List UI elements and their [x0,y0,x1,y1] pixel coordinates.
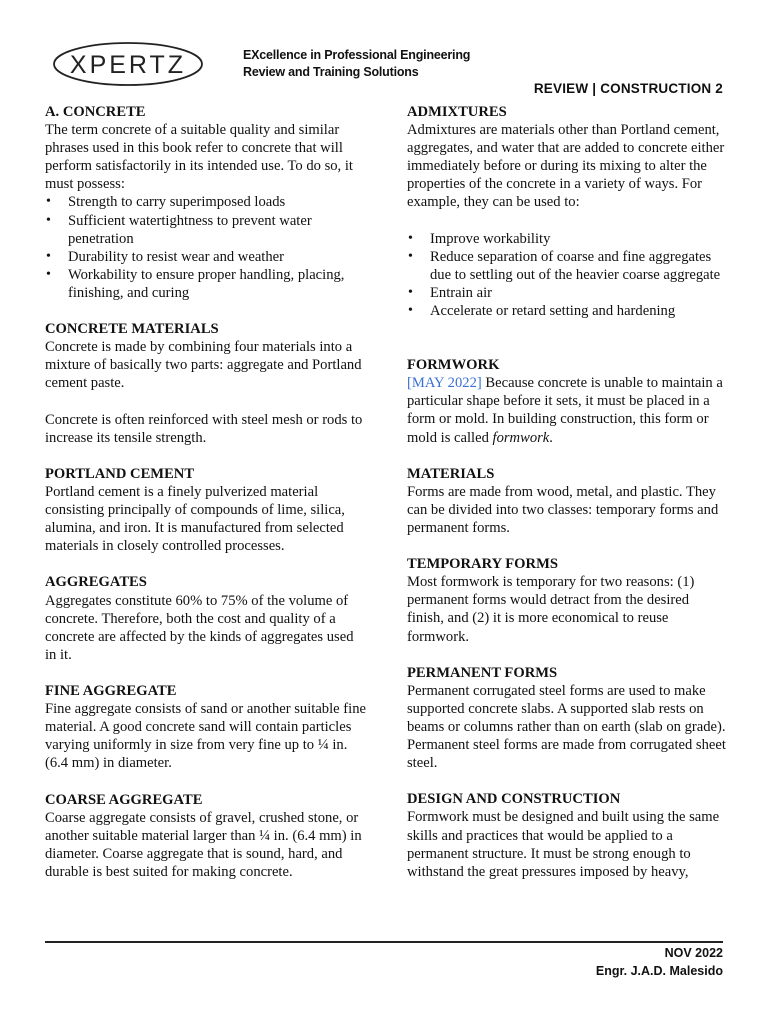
footer-divider [45,941,723,943]
list-item: • Workability to ensure proper handling, placing, finishing, and curing [45,266,368,302]
fine-aggregate-heading: FINE AGGREGATE [45,683,177,699]
list-item: • Strength to carry superimposed loads [45,193,368,211]
footer-date: NOV 2022 [664,946,723,960]
temporary-forms-paragraph: Most formwork is temporary for two reasons: (1) permanent forms would detract from the desired finish, and (2) it is more economical to reuse formwork. [407,574,695,645]
formwork-paragraph: [MAY 2022] Because concrete is unable to maintain a particular shape before it sets, it must be placed in a form or mold. In building construction, this form or mold is called formwork. [407,375,723,446]
admixtures-paragraph: Admixtures are materials other than Portland cement, aggregates, and water that are added to concrete either immediately before or during its mixing to alter the properties of the concrete in a variety of ways. For example, they can be used to: [407,122,725,211]
organization-name [243,47,470,81]
materials-paragraph: Forms are made from wood, metal, and plastic. They can be divided into two classes: temporary forms and permanent forms. [407,483,719,536]
design-construction-heading: DESIGN AND CONSTRUCTION [407,791,621,808]
exam-tag: [MAY 2022] [407,375,482,392]
permanent-forms-heading: PERMANENT FORMS [407,664,558,681]
list-item: • Reduce separation of coarse and fine aggregates due to settling out of the heavier coarse aggregate [407,248,727,284]
aggregates-paragraph: Aggregates constitute 60% to 75% of the volume of concrete. Therefore, both the cost and quality of a concrete are affected by the kinds of aggregates used in it. [45,592,354,663]
coarse-aggregate-heading: COARSE AGGREGATE [45,791,203,808]
xpertz-logo [52,40,204,88]
admixtures-uses-list [407,230,727,320]
design-construction-paragraph: Formwork must be designed and built using the same skills and practices that would be applied to a permanent structure. It must be strong enough to withstand the great pressures imposed by heavy, [407,809,720,880]
portland-cement-heading: PORTLAND CEMENT [45,465,195,482]
coarse-aggregate-paragraph: Coarse aggregate consists of gravel, crushed stone, or another suitable material larger than ¼ in. (6.4 mm) in diameter. Coarse aggregate that is sound, hard, and durable is best suited for making concrete. [45,809,362,880]
list-item: • Accelerate or retard setting and hardening [407,302,727,320]
left-column [45,103,368,881]
list-item: • Sufficient watertightness to prevent water penetration [45,212,368,248]
portland-cement-paragraph: Portland cement is a finely pulverized material consisting principally of compounds of lime, silica, alumina, and iron. It is manufactured from selected materials in closely controlled processes. [45,483,345,555]
temporary-forms-heading: TEMPORARY FORMS [407,556,558,573]
admixtures-heading: ADMIXTURES [407,104,507,120]
fine-aggregate-paragraph: Fine aggregate consists of sand or another suitable fine material. A good concrete sand will contain particles varying uniformly in size from very fine up to ¼ in. (6.4 mm) in diameter. [45,701,366,772]
list-item: • Improve workability [407,230,727,248]
concrete-intro: The term concrete of a suitable quality and similar phrases used in this book refer to concrete that will perform satisfactorily in its intended use. To do so, it must possess: [45,122,353,193]
org-line-2: Review and Training Solutions [243,65,419,79]
logo-text: XPERTZ [69,51,187,79]
aggregates-heading: AGGREGATES [45,574,147,591]
list-item: • Entrain air [407,284,727,302]
formwork-term: formwork [492,429,550,446]
concrete-requirements-list [45,193,368,302]
concrete-materials-heading: CONCRETE MATERIALS [45,321,219,338]
org-line-1: EXcellence in Professional Engineering [243,48,471,62]
concrete-materials-paragraph-2: Concrete is often reinforced with steel mesh or rods to increase its tensile strength. [45,411,363,446]
concrete-heading: A. CONCRETE [45,104,146,120]
right-column [407,103,727,881]
concrete-materials-paragraph-1: Concrete is made by combining four materials into a mixture of basically two parts: aggregate and Portland cement paste. [45,339,362,392]
review-label: REVIEW | CONSTRUCTION 2 [533,81,723,96]
permanent-forms-paragraph: Permanent corrugated steel forms are used to make supported concrete slabs. A supported slab rests on beams or columns rather than on earth (slab on grade). Permanent steel forms are made from corrugated sheet steel. [407,682,726,772]
list-item: • Durability to resist wear and weather [45,248,368,266]
materials-heading: MATERIALS [407,465,495,482]
footer [596,944,723,980]
footer-author: Engr. J.A.D. Malesido [595,964,723,978]
formwork-heading: FORMWORK [407,357,500,374]
